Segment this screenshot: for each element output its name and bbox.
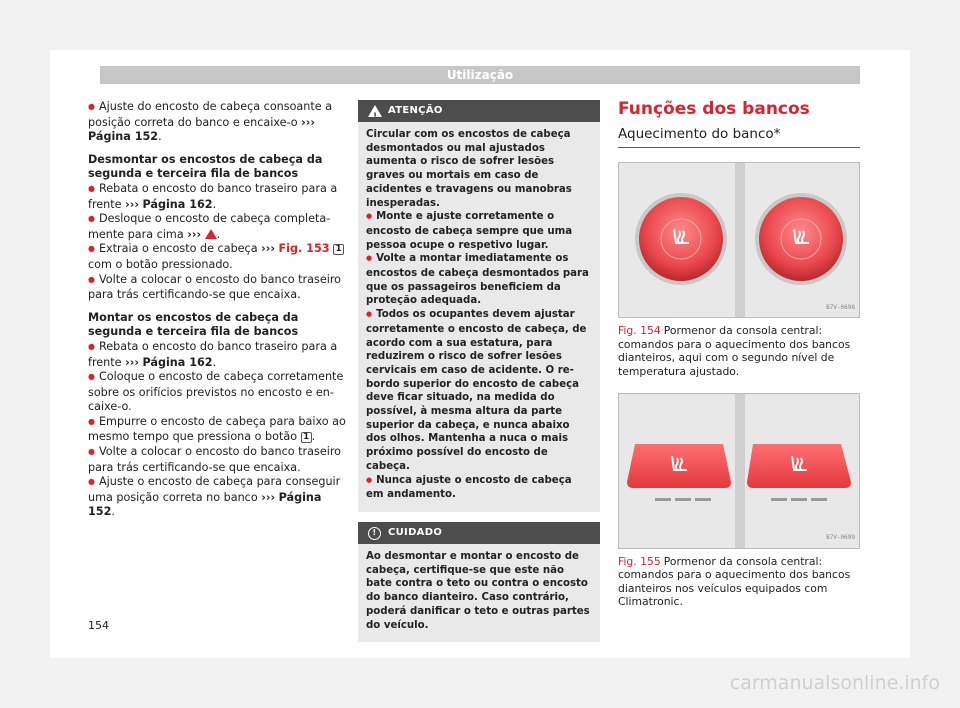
bullet-10: ● Ajuste o encosto de cabeça para conseguir uma posição correta no banco ››› Página 152.: [88, 475, 346, 520]
heading-install: Montar os encostos de cabeça da segunda e terceira fila de bancos: [88, 310, 299, 339]
bullet-5: ● Volte a colocar o encosto do banco traseiro para trás certificando-se que encaixa.: [88, 273, 346, 303]
bullet-9: ● Volte a colocar o encosto do banco traseiro para trás certificando-se que encaixa.: [88, 445, 346, 475]
seat-heating-knobs-image: [619, 163, 860, 318]
bullet-3: ● Desloque o encosto de cabeça completamente para cima ››› .: [88, 212, 346, 242]
column-2: [358, 100, 600, 652]
chapter-header: Utilização: [100, 66, 860, 84]
arrow-icon: ›››: [187, 227, 202, 241]
caution-header: ! CUIDADO: [358, 522, 600, 544]
arrow-icon: ›››: [125, 355, 139, 369]
column-3: [618, 100, 860, 609]
bullet-8: ● Empurre o encosto de cabeça para baixo ao mesmo tempo que pressiona o botão 1 .: [88, 415, 346, 445]
figure-155: [618, 393, 860, 549]
column-1: [88, 100, 346, 520]
warning-header: ! ATENÇÃO: [358, 100, 600, 122]
callout-number: 1: [333, 244, 344, 255]
watermark: carmanualsonline.info: [729, 672, 940, 694]
caution-box: [358, 522, 600, 642]
page-link[interactable]: Página 152: [88, 490, 322, 519]
page-link[interactable]: Página 152: [88, 130, 159, 144]
bullet-6: ● Rebata o encosto do banco traseiro para a frente ››› Página 162.: [88, 340, 346, 370]
page-number: 154: [88, 619, 109, 632]
callout-number: 1: [301, 432, 312, 443]
arrow-icon: ›››: [125, 197, 139, 211]
climatronic-seat-buttons-image: [619, 394, 860, 549]
caution-body: Ao desmontar e montar o encosto de cabeça, certifique-se que este não bate contra o teto ou contra o encosto do banco dianteiro. Caso contrário, poderá danificar o teto e outras partes do veículo.: [366, 550, 590, 631]
warning-icon[interactable]: [205, 229, 217, 239]
figure-code: B7V-0699: [826, 533, 855, 541]
bullet-7: ● Coloque o encosto de cabeça corretamente sobre os orifícios previstos no encosto e encaixe-o.: [88, 370, 346, 415]
figure-link[interactable]: Fig. 153: [278, 242, 330, 256]
arrow-icon: ›››: [261, 242, 275, 256]
caution-circle-icon: !: [368, 527, 381, 540]
page-link[interactable]: Página 162: [142, 197, 213, 211]
bullet-4: ● Extraia o encosto de cabeça ››› Fig. 153 1 com o botão pressionado.: [88, 242, 346, 272]
figure-154: [618, 162, 860, 318]
arrow-icon: ›››: [261, 490, 276, 504]
figure-155-caption: Fig. 155 Pormenor da consola central: comandos para o aquecimento dos bancos dianteiros nos veículos equipados com Climatronic.: [618, 554, 851, 609]
bullet-1: ● Ajuste do encosto de cabeça consoante a posição correta do banco e encaixe-o ››› Página 152.: [88, 100, 346, 145]
heading-remove: Desmontar os encostos de cabeça da segunda e terceira fila de bancos: [88, 152, 323, 181]
arrow-icon: ›››: [301, 115, 316, 129]
figure-code: B7V-0698: [826, 303, 855, 311]
warning-box: [358, 100, 600, 512]
warning-body: Circular com os encostos de cabeça desmontados ou mal ajustados aumenta o risco de sofrer lesões graves ou mortais em caso de acidentes e travagens ou manobras inesperadas. ● Monte e ajuste corretamente o encosto de cabeça sempre que uma pessoa ocupe o respetivo lugar. ● Volte a montar imediatamente os encostos de cabeça desmontados para que os passageiros beneficiem da proteção adequada. ● Todos os ocupantes devem ajustar corretamente o encosto de cabeça, de acordo com a sua estatura, para reduzirem o risco de sofrer lesões cervicais em caso de acidente. O rebordo superior do encosto de cabeça deve ficar situado, na medida do possível, à mesma altura da parte superior da cabeça, e nunca abaixo dos olhos. Mantenha a nuca o mais próximo possível do encosto de cabeça. ● Nunca ajuste o encosto de cabeça em andamento.: [358, 122, 600, 512]
bullet-2: ● Rebata o encosto do banco traseiro para a frente ››› Página 162.: [88, 182, 346, 212]
page-link[interactable]: Página 162: [142, 355, 213, 369]
section-subtitle: Aquecimento do banco*: [618, 127, 860, 149]
section-title: Funções dos bancos: [618, 99, 810, 119]
warning-triangle-icon: [368, 105, 382, 117]
figure-154-caption: Fig. 154 Pormenor da consola central: comandos para o aquecimento dos bancos dianteiros, aqui com o segundo nível de temperatura ajustado.: [618, 324, 851, 378]
